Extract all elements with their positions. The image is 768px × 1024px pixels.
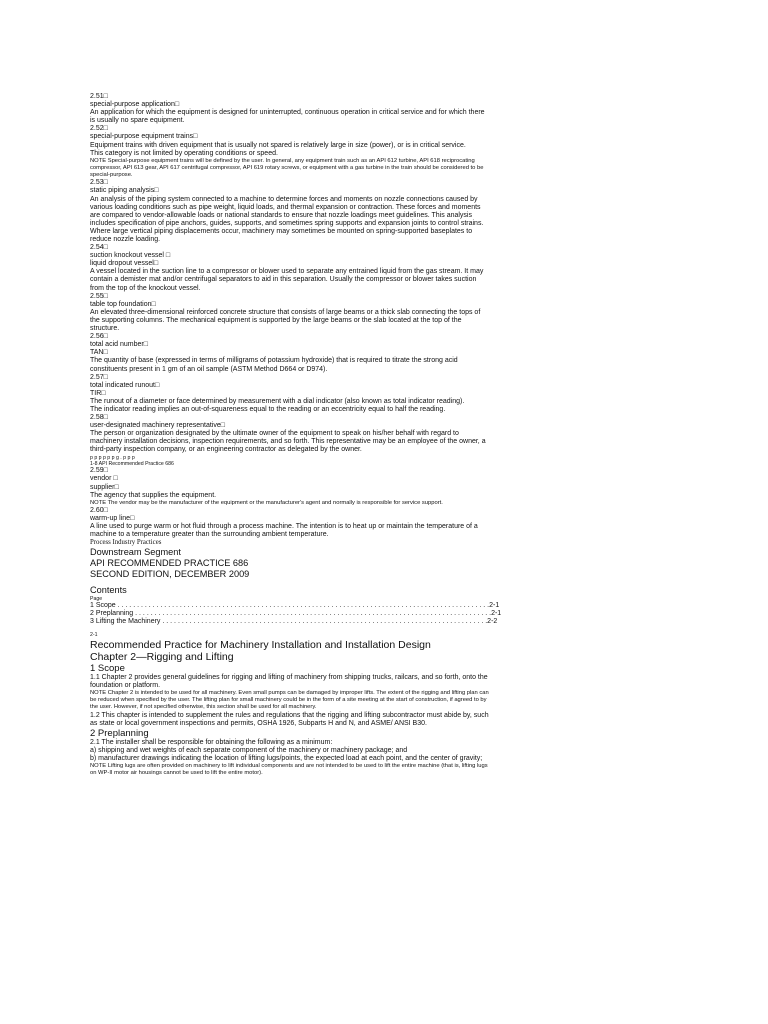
list-item: b) manufacturer drawings indicating the location of lifting lugs/points, the expected load at each point, and the center of gravity; xyxy=(90,754,483,762)
chapter-page-number: 2-1 xyxy=(90,632,98,639)
definition-note: NOTE The vendor may be the manufacturer of the equipment or the manufacturer's agent and normally is responsible for service support. xyxy=(90,499,443,506)
definition-term: total acid number□ xyxy=(90,341,148,349)
toc-row[interactable] xyxy=(90,610,502,618)
section-heading: 2 Preplanning xyxy=(90,727,149,739)
definition-number: 2.59□ xyxy=(90,467,108,475)
contents-page-label: Page xyxy=(90,595,103,602)
definition-term: liquid dropout vessel□ xyxy=(90,260,159,268)
definition-term: warm-up line□ xyxy=(90,515,135,523)
section-heading: 1 Scope xyxy=(90,662,125,674)
definition-term: user-designated machinery representative□ xyxy=(90,422,225,430)
toc-page: 2-1 xyxy=(489,602,500,610)
definition-term: supplier□ xyxy=(90,483,119,491)
definition-note: NOTE Special-purpose equipment trains will be defined by the user. In general, any equipment train such as an API 612 turbine, API 618 reciprocating compressor, API 613 gear, API 617 centrifugal compressor, API 619 rotary screws, or equipment with a gas turbine in the train should be considered to be special-purpose. xyxy=(90,157,484,179)
definition-text: An application for which the equipment is designed for uninterrupted, continuous operation in critical service and for which there is usually no spare equipment. xyxy=(90,109,485,125)
segment-label: Downstream Segment xyxy=(90,547,181,558)
definition-number: 2.55□ xyxy=(90,292,108,300)
running-footer: 1-8 API Recommended Practice 686 xyxy=(90,460,174,467)
definition-term: special-purpose equipment trains□ xyxy=(90,133,198,141)
definition-text: A line used to purge warm or hot fluid through a process machine. The intention is to heat up or maintain the temperature of a machine to a temperature greater than the surrounding ambient temperature. xyxy=(90,523,478,539)
paragraph: 2.1 The installer shall be responsible for obtaining the following as a minimum: xyxy=(90,738,333,746)
definition-text: The quantity of base (expressed in terms of milligrams of potassium hydroxide) that is required to titrate the strong acid constituents present in 1 gm of an oil sample (ASTM Method D664 or D974). xyxy=(90,357,458,373)
definition-number: 2.56□ xyxy=(90,333,108,341)
definition-text: An elevated three-dimensional reinforced concrete structure that consists of large beams or a thick slab connecting the tops of the supporting columns. The mechanical equipment is supported by the large beams or the slab located at the top of the structure. xyxy=(90,308,481,333)
paragraph: 1.2 This chapter is intended to supplement the rules and regulations that the rigging and lifting subcontractor must abide by, such as state or local government inspections and permits, OSHA 1926, Subparts H and N, and ASME/ ANSI B30. xyxy=(90,711,489,727)
series-label: Process Industry Practices xyxy=(90,539,162,547)
definition-number: 2.53□ xyxy=(90,179,108,187)
definition-term: vendor □ xyxy=(90,475,118,483)
toc-leader: . . . . . . . . . . . . . . . . . . . . . . . . . . . . . . . . . . . . . . . . . . . . . . . . . . . . . . . . . . . . . . . . . . . . . . . . . . . . . . . . . . . . . . . . . . . . xyxy=(133,610,492,618)
page-marker: p p p p p p g . p p p xyxy=(90,454,135,461)
definition-number: 2.58□ xyxy=(90,414,108,422)
chapter-document-title: Recommended Practice for Machinery Installation and Installation Design xyxy=(90,638,431,651)
definition-number: 2.60□ xyxy=(90,506,108,514)
definition-number: 2.57□ xyxy=(90,373,108,381)
definition-term: special-purpose application□ xyxy=(90,101,180,109)
chapter-title: Chapter 2—Rigging and Lifting xyxy=(90,650,234,663)
paragraph-note: NOTE Chapter 2 is intended to be used for all machinery. Even small pumps can be damaged by improper lifts. The extent of the rigging and lifting plan can be reduced when specified by the user. The lifting plan for small machinery could be in the form of a site meeting at the start of construction, if agreed to by the user. However, if not specified otherwise, this section shall be used for all machinery. xyxy=(90,689,489,711)
definition-text: The person or organization designated by the ultimate owner of the equipment to speak on his/her behalf with regard to machinery installation decisions, inspection requirements, and so forth. This representative may be an employee of the owner, a third-party inspection company, or an engineering contractor as delegated by the owner. xyxy=(90,430,486,454)
definition-number: 2.52□ xyxy=(90,125,108,133)
definition-text: The agency that supplies the equipment. xyxy=(90,491,217,499)
document-page xyxy=(90,93,502,777)
paragraph: 1.1 Chapter 2 provides general guidelines for rigging and lifting of machinery from shipping trucks, railcars, and so forth, onto the foundation or platform. xyxy=(90,673,488,689)
contents-heading: Contents xyxy=(90,585,127,596)
definition-term: suction knockout vessel □ xyxy=(90,252,171,260)
toc-row[interactable] xyxy=(90,618,498,626)
toc-label: 1 Scope xyxy=(90,602,116,610)
definition-text: An analysis of the piping system connected to a machine to determine forces and moments on nozzle connections caused by various loading conditions such as pipe weight, liquid loads, and thermal expansion or contraction. These forces and moments are compared to vendor-allowable loads or national standards to ensure that nozzle loadings meet guidelines. This analysis includes specification of pipe anchors, guides, supports, and sometimes spring supports and expansion joints to control strains. Where large vertical piping displacements occur, machinery may sometimes be mounted on spring-supported baseplates to reduce nozzle loading. xyxy=(90,195,484,244)
definition-text: A vessel located in the suction line to a compressor or blower used to separate any entrained liquid from the gas stream. It may contain a demister mat and/or centrifugal separators to aid in this separation. Usually the compressor or blower takes suction from the top of the knockout vessel. xyxy=(90,268,484,292)
definition-term: TIR□ xyxy=(90,389,106,397)
list-item: a) shipping and wet weights of each separate component of the machinery or machinery package; and xyxy=(90,746,408,754)
paragraph-note: NOTE Lifting lugs are often provided on machinery to lift individual components and are not intended to be used to lift the entire machine (that is, lifting lugs on WP-II motor air housings cannot be used to lift the entire motor). xyxy=(90,763,488,777)
toc-leader: . . . . . . . . . . . . . . . . . . . . . . . . . . . . . . . . . . . . . . . . . . . . . . . . . . . . . . . . . . . . . . . . . . . . . . . . . . . . . . . . . . . . xyxy=(160,618,488,626)
toc-label: 2 Preplanning xyxy=(90,610,134,618)
definition-text: Equipment trains with driven equipment that is usually not spared is relatively large in size (power), or is in critical service. xyxy=(90,141,466,149)
document-title: API RECOMMENDED PRACTICE 686 xyxy=(90,557,249,568)
toc-page: 2-2 xyxy=(487,618,498,626)
definition-text: The runout of a diameter or face determined by measurement with a dial indicator (also known as total indicator reading). xyxy=(90,397,465,405)
definition-text: This category is not limited by operating conditions or speed. xyxy=(90,149,278,157)
definition-number: 2.51□ xyxy=(90,93,108,100)
definition-term: total indicated runout□ xyxy=(90,381,160,389)
definition-term: table top foundation□ xyxy=(90,300,156,308)
definition-text: The indicator reading implies an out-of-squareness equal to the reading or an eccentricity equal to half the reading. xyxy=(90,405,446,413)
toc-label: 3 Lifting the Machinery xyxy=(90,618,161,626)
definition-term: TAN□ xyxy=(90,349,108,357)
edition-label: SECOND EDITION, DECEMBER 2009 xyxy=(90,568,250,579)
definition-number: 2.54□ xyxy=(90,244,108,252)
toc-leader: . . . . . . . . . . . . . . . . . . . . . . . . . . . . . . . . . . . . . . . . . . . . . . . . . . . . . . . . . . . . . . . . . . . . . . . . . . . . . . . . . . . . . . . . . . . . . . . . xyxy=(115,602,490,610)
definition-term: static piping analysis□ xyxy=(90,187,159,195)
toc-row[interactable] xyxy=(90,602,500,610)
toc-page: 2-1 xyxy=(491,610,502,618)
